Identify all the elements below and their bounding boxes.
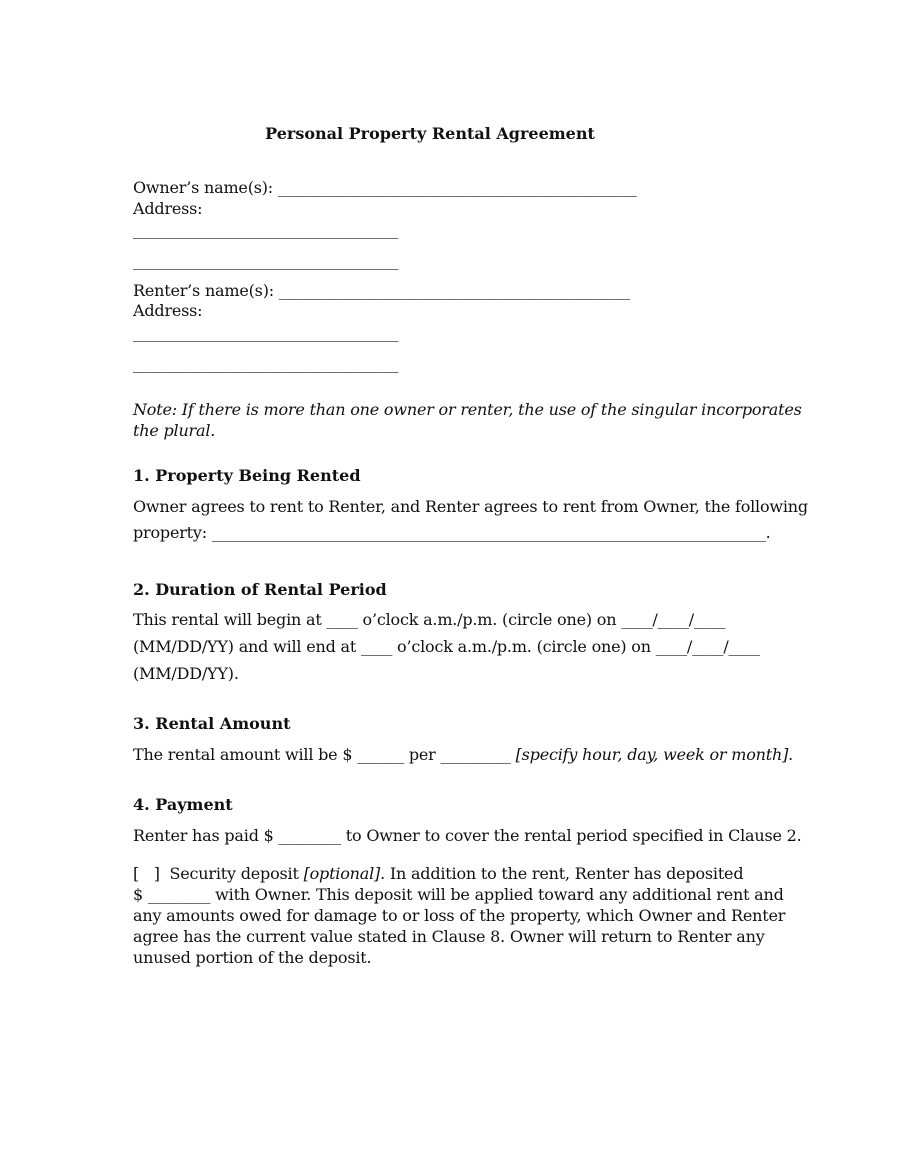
renter-address-line-1: __________________________________ [133, 323, 399, 342]
section-4-heading: 4. Payment [133, 795, 233, 814]
section-2-heading: 2. Duration of Rental Period [133, 580, 387, 599]
deposit-line-1 [133, 864, 743, 883]
renter-address-line-2: __________________________________ [133, 354, 399, 373]
section-1-heading: 1. Property Being Rented [133, 466, 361, 485]
section-2-line-1: This rental will begin at ____ o’clock a.m./p.m. (circle one) on ____/____/____ [133, 610, 726, 629]
section-3-line [133, 745, 793, 764]
deposit-line-2: $ ________ with Owner. This deposit will be applied toward any additional rent and [133, 885, 784, 904]
section-2-line-2: (MM/DD/YY) and will end at ____ o’clock a.m./p.m. (circle one) on ____/____/____ [133, 637, 760, 656]
renter-address-label: Address: [133, 301, 203, 320]
deposit-line-1-rest: In addition to the rent, Renter has deposited [384, 864, 744, 883]
section-1-line-1: Owner agrees to rent to Renter, and Renter agrees to rent from Owner, the following [133, 497, 808, 516]
owner-address-label: Address: [133, 199, 203, 218]
deposit-line-3: any amounts owed for damage to or loss of the property, which Owner and Renter [133, 906, 786, 925]
section-3-text: The rental amount will be $ ______ per _________ [133, 745, 516, 764]
section-1-line-2: property: _______________________________________________________________________. [133, 523, 771, 542]
renter-name-line: Renter’s name(s): _____________________________________________ [133, 281, 630, 300]
section-4-line-1: Renter has paid $ ________ to Owner to cover the rental period specified in Clause 2. [133, 826, 802, 845]
document-title: Personal Property Rental Agreement [265, 124, 595, 143]
note-line-2: the plural. [133, 421, 216, 440]
deposit-line-5: unused portion of the deposit. [133, 948, 372, 967]
owner-address-line-1: __________________________________ [133, 220, 399, 239]
deposit-optional-label: [optional]. [303, 864, 385, 883]
owner-name-line: Owner’s name(s): ______________________________________________ [133, 178, 637, 197]
deposit-line-4: agree has the current value stated in Clause 8. Owner will return to Renter any [133, 927, 765, 946]
section-3-italic-note: [specify hour, day, week or month]. [515, 745, 794, 764]
deposit-checkbox-label: [ ] Security deposit [133, 864, 304, 883]
owner-address-line-2: __________________________________ [133, 251, 399, 270]
note-line-1: Note: If there is more than one owner or renter, the use of the singular incorporates [133, 400, 802, 419]
section-3-heading: 3. Rental Amount [133, 714, 291, 733]
section-2-line-3: (MM/DD/YY). [133, 664, 239, 683]
